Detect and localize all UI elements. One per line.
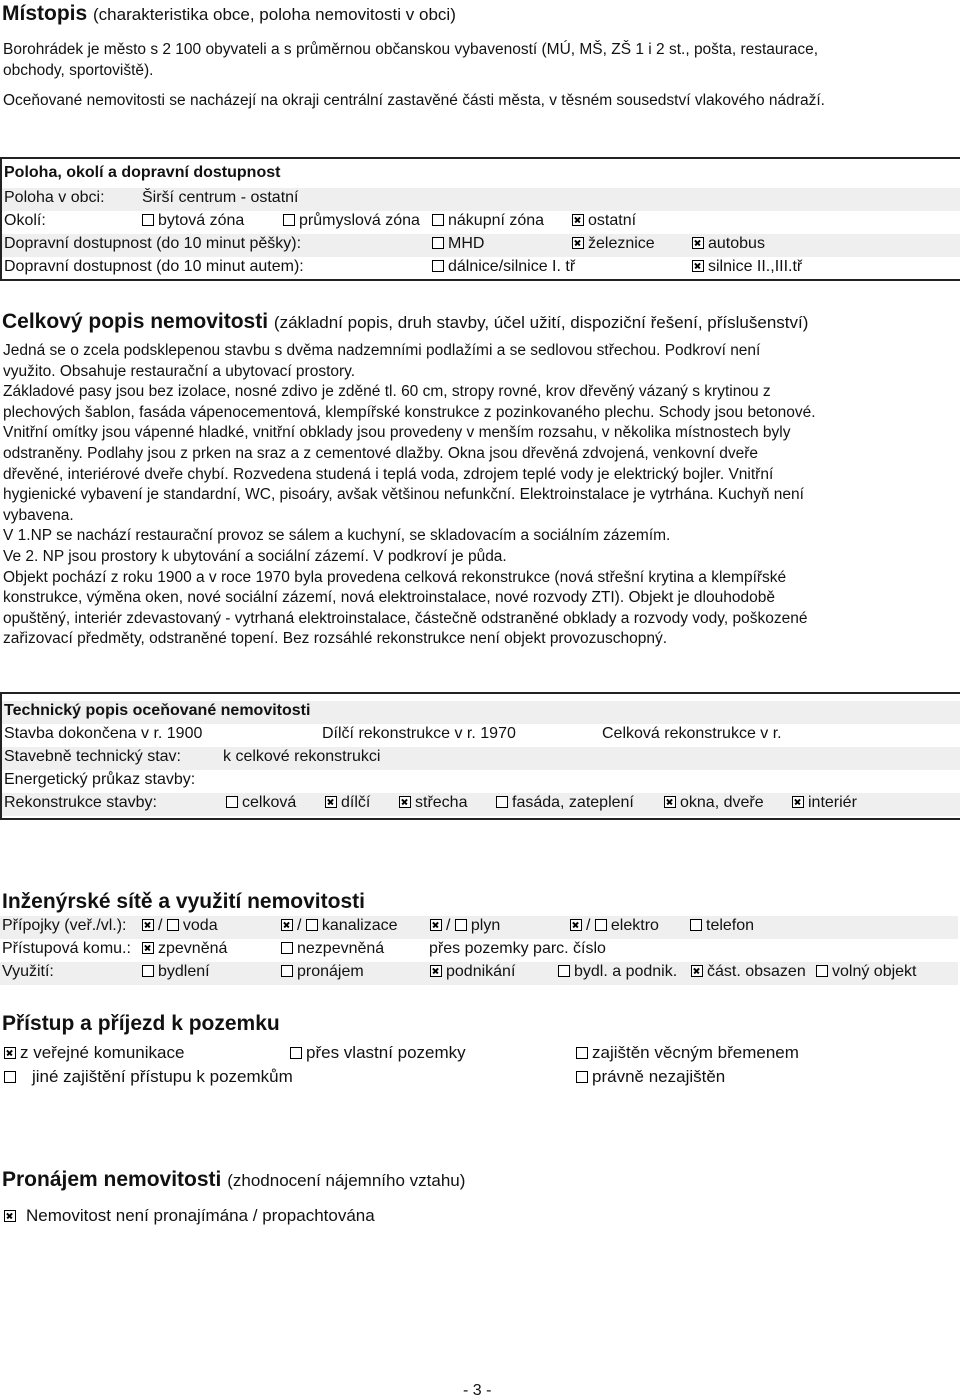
pesky-option[interactable] <box>432 235 484 253</box>
option-label: část. obsazen <box>707 963 806 980</box>
option-label: telefon <box>706 917 755 934</box>
celkovy-line: hygienické vybavení je standardní, WC, pisoáry, avšak většinou nefunkční. Elektroinstalace je vytrhána. Kuchyň není <box>3 486 804 504</box>
okoli-option[interactable] <box>432 212 544 230</box>
checkbox-icon[interactable] <box>281 942 293 954</box>
checkbox-icon[interactable] <box>816 965 828 977</box>
checked-checkbox-icon[interactable] <box>325 796 337 808</box>
mistopis-line: obchody, sportoviště). <box>3 61 154 79</box>
checkbox-icon[interactable] <box>496 796 508 808</box>
mistopis-title: Místopis <box>2 2 88 25</box>
autem-row <box>2 257 960 280</box>
option-label: zajištěn věcným břemenem <box>592 1043 799 1062</box>
poloha-title-row <box>2 163 960 186</box>
pripojka-elektro[interactable] <box>570 917 659 935</box>
celkova-rekonstrukce: Celková rekonstrukce v r. <box>602 725 782 742</box>
checked-checkbox-icon[interactable] <box>142 919 154 931</box>
rek-option[interactable] <box>664 794 764 812</box>
checkbox-icon[interactable] <box>281 965 293 977</box>
option-label: Nemovitost není pronajímána / propachtována <box>26 1206 375 1225</box>
pristup-kom-label: Přístupová komu.: <box>2 940 131 957</box>
pesky-option[interactable] <box>692 235 765 253</box>
celkovy-line: Objekt pochází z roku 1900 a v roce 1970 byla provedena celková rekonstrukce (nová střešní krytina a klempířské <box>3 568 787 586</box>
option-label: elektro <box>610 917 659 934</box>
celkovy-line: Ve 2. NP jsou prostory k ubytování a sociální zázemí. V podkroví je půda. <box>3 547 507 565</box>
site-title: Inženýrské sítě a využití nemovitosti <box>2 890 365 913</box>
checkbox-icon[interactable] <box>432 214 444 226</box>
option-label: pronájem <box>297 963 364 980</box>
energ-row <box>2 770 960 793</box>
site-table <box>0 916 958 988</box>
stavba-row <box>2 724 960 747</box>
checked-checkbox-icon[interactable] <box>399 796 411 808</box>
pripojky-label: Přípojky (veř./vl.): <box>2 917 127 934</box>
checked-checkbox-icon[interactable] <box>4 1047 16 1059</box>
rek-option[interactable] <box>496 794 634 812</box>
option-label: právně nezajištěn <box>592 1067 726 1086</box>
celkovy-line: konstrukce, výměna oken, nové sociální zázemí, nová elektroinstalace, nové rozvody ZTI). Objekt je dlouhodobě <box>3 589 775 607</box>
checked-checkbox-icon[interactable] <box>281 919 293 931</box>
checkbox-icon[interactable] <box>283 214 295 226</box>
rek-label: Rekonstrukce stavby: <box>4 794 157 811</box>
pristup-kom-row <box>0 939 958 962</box>
pripojka-kanalizace[interactable] <box>281 917 398 935</box>
autem-label: Dopravní dostupnost (do 10 minut autem): <box>4 258 304 275</box>
slash: / <box>446 917 451 934</box>
checkbox-icon[interactable] <box>290 1047 302 1059</box>
celkovy-heading <box>2 310 808 334</box>
pronajem-option[interactable] <box>4 1206 375 1226</box>
pronajem-title: Pronájem nemovitosti <box>2 1168 222 1191</box>
checkbox-icon[interactable] <box>306 919 318 931</box>
option-label: MHD <box>448 235 485 252</box>
stav-row <box>2 747 960 770</box>
mistopis-text <box>3 40 958 112</box>
option-label: fasáda, zateplení <box>512 794 634 811</box>
poloha-row <box>2 188 960 211</box>
checked-checkbox-icon[interactable] <box>142 942 154 954</box>
celkovy-line: plechových šablon, fasáda vápenocementová, klempířské konstrukce z pozinkovaného plechu. Schody jsou betonové. <box>3 403 816 421</box>
checked-checkbox-icon[interactable] <box>572 214 584 226</box>
celkovy-line: Vnitřní omítky jsou vápenné hladké, vnitřní obklady jsou provedeny v menším rozsahu, v několika místnostech byly <box>3 424 791 442</box>
option-label: kanalizace <box>321 917 398 934</box>
celkovy-line: opuštěný, interiér zdevastovaný - vytrhaná elektroinstalace, částečně odstraněné obklady a rozvody vody, poškozené <box>3 609 808 627</box>
stav-value: k celkové rekonstrukci <box>223 748 381 765</box>
option-label: bydlení <box>158 963 210 980</box>
slash: / <box>297 917 302 934</box>
option-label: bydl. a podnik. <box>574 963 678 980</box>
nezpevnena-option[interactable] <box>281 940 384 958</box>
checked-checkbox-icon[interactable] <box>692 237 704 249</box>
celkovy-title: Celkový popis nemovitosti <box>2 310 269 333</box>
checked-checkbox-icon[interactable] <box>430 919 442 931</box>
rek-option[interactable] <box>792 794 857 812</box>
poloha-title: Poloha, okolí a dopravní dostupnost <box>4 164 281 181</box>
pripojka-plyn[interactable] <box>430 917 500 935</box>
checkbox-icon[interactable] <box>690 919 702 931</box>
option-label: průmyslová zóna <box>299 212 420 229</box>
okoli-option[interactable] <box>572 212 636 230</box>
pristup-title: Přístup a příjezd k pozemku <box>2 1012 280 1035</box>
checkbox-icon[interactable] <box>4 1071 16 1083</box>
option-label: okna, dveře <box>680 794 764 811</box>
checked-checkbox-icon[interactable] <box>570 919 582 931</box>
option-label: celková <box>242 794 297 811</box>
checkbox-icon[interactable] <box>558 965 570 977</box>
pristup-option[interactable] <box>576 1067 725 1087</box>
option-label: jiné zajištění přístupu k pozemkům <box>32 1067 293 1086</box>
slash: / <box>158 917 163 934</box>
vyuziti-option[interactable] <box>558 963 677 981</box>
okoli-option[interactable] <box>283 212 420 230</box>
vyuziti-option[interactable] <box>142 963 210 981</box>
option-label: voda <box>182 917 218 934</box>
option-label: přes vlastní pozemky <box>306 1043 466 1062</box>
option-label: nákupní zóna <box>448 212 545 229</box>
celkovy-subtitle: (základní popis, druh stavby, účel užití, dispoziční řešení, příslušenství) <box>273 313 809 332</box>
checkbox-icon[interactable] <box>142 214 154 226</box>
mistopis-line: Oceňované nemovitosti se nacházejí na okraji centrální zastavěné části města, v těsném sousedství vlakového nádraží. <box>3 92 825 110</box>
poloha-label: Poloha v obci: <box>4 189 105 206</box>
stav-label: Stavebně technický stav: <box>4 748 181 765</box>
vyuziti-option[interactable] <box>691 963 806 981</box>
okoli-label: Okolí: <box>4 212 46 229</box>
pesky-label: Dopravní dostupnost (do 10 minut pěšky): <box>4 235 302 252</box>
pristup-option[interactable] <box>576 1043 799 1063</box>
option-label: autobus <box>708 235 765 252</box>
rek-option[interactable] <box>325 794 370 812</box>
vyuziti-label: Využití: <box>2 963 54 980</box>
slash: / <box>586 917 591 934</box>
vyuziti-row <box>0 962 958 985</box>
checkbox-icon[interactable] <box>432 260 444 272</box>
vyuziti-option[interactable] <box>430 963 515 981</box>
pripojka-telefon[interactable] <box>690 917 754 935</box>
celkovy-line: Základové pasy jsou bez izolace, nosné zdivo je zděné tl. 60 cm, stropy rovné, krov dřevěný vázaný s krytinou z <box>3 383 771 401</box>
option-label: nezpevněná <box>297 940 385 957</box>
pripojky-row <box>0 916 958 939</box>
rek-option[interactable] <box>399 794 467 812</box>
checkbox-icon[interactable] <box>226 796 238 808</box>
option-label: železnice <box>588 235 655 252</box>
checkbox-icon[interactable] <box>142 965 154 977</box>
vyuziti-option[interactable] <box>281 963 364 981</box>
technicky-box <box>0 692 960 820</box>
checked-checkbox-icon[interactable] <box>572 237 584 249</box>
technicky-title: Technický popis oceňované nemovitosti <box>4 702 311 719</box>
poloha-box <box>0 157 960 281</box>
autem-option[interactable] <box>692 258 802 276</box>
page-number: - 3 - <box>463 1382 492 1399</box>
checkbox-icon[interactable] <box>432 237 444 249</box>
option-label: z veřejné komunikace <box>20 1043 185 1062</box>
vyuziti-option[interactable] <box>816 963 917 981</box>
pripojka-voda[interactable] <box>142 917 218 935</box>
pesky-option[interactable] <box>572 235 655 253</box>
celkovy-text <box>3 341 947 650</box>
celkovy-line: vybavena. <box>3 506 74 524</box>
pres-pozemky: přes pozemky parc. číslo <box>429 940 606 957</box>
option-label: střecha <box>415 794 468 811</box>
pronajem-subtitle: (zhodnocení nájemního vztahu) <box>227 1171 466 1190</box>
checkbox-icon[interactable] <box>576 1047 588 1059</box>
mistopis-heading <box>2 2 456 26</box>
technicky-title-row <box>2 701 960 724</box>
checked-checkbox-icon[interactable] <box>691 965 703 977</box>
checked-checkbox-icon[interactable] <box>430 965 442 977</box>
celkovy-line: odstraněny. Podlahy jsou z prken na sraz a z cementové dlažby. Okna jsou dřevěná zdvojená, venkovní dveře <box>3 444 759 462</box>
celkovy-line: zařizovací předměty, odstraněné topení. Bez rozsáhlé rekonstrukce není objekt provozuschopný. <box>3 630 667 648</box>
dilci-rekonstrukce: Dílčí rekonstrukce v r. 1970 <box>322 725 516 742</box>
rek-row <box>2 793 960 816</box>
pristup-option[interactable] <box>4 1067 293 1087</box>
checked-checkbox-icon[interactable] <box>664 796 676 808</box>
option-label: zpevněná <box>158 940 228 957</box>
pronajem-heading <box>2 1168 465 1192</box>
energ-label: Energetický průkaz stavby: <box>4 771 196 788</box>
option-label: bytová zóna <box>158 212 245 229</box>
checked-checkbox-icon[interactable] <box>792 796 804 808</box>
option-label: plyn <box>470 917 501 934</box>
option-label: dílčí <box>341 794 371 811</box>
option-label: volný objekt <box>832 963 917 980</box>
mistopis-line: Borohrádek je město s 2 100 obyvateli a s průměrnou občanskou vybaveností (MÚ, MŠ, ZŠ 1 i 2 st., pošta, restaurace, <box>3 41 819 58</box>
pristup-option[interactable] <box>4 1043 184 1063</box>
celkovy-line: využito. Obsahuje restaurační a ubytovací prostory. <box>3 362 356 380</box>
option-label: podnikání <box>446 963 516 980</box>
checked-checkbox-icon[interactable] <box>4 1210 16 1222</box>
zpevnena-option[interactable] <box>142 940 227 958</box>
checkbox-icon[interactable] <box>595 919 607 931</box>
option-label: interiér <box>808 794 857 811</box>
stavba-dokoncena: Stavba dokončena v r. 1900 <box>4 725 203 742</box>
option-label: ostatní <box>588 212 637 229</box>
pristup-option[interactable] <box>290 1043 466 1063</box>
checked-checkbox-icon[interactable] <box>692 260 704 272</box>
rek-option[interactable] <box>226 794 296 812</box>
checkbox-icon[interactable] <box>455 919 467 931</box>
celkovy-line: dřevěné, interiérové dveře chybí. Rozvedena studená i teplá voda, zdrojem teplé vody je elektrický bojler. Vnitřní <box>3 465 774 483</box>
checkbox-icon[interactable] <box>576 1071 588 1083</box>
checkbox-icon[interactable] <box>167 919 179 931</box>
celkovy-line: V 1.NP se nachází restaurační provoz se sálem a kuchyní, se skladovacím a sociálním zázemím. <box>3 527 671 545</box>
mistopis-subtitle: (charakteristika obce, poloha nemovitosti v obci) <box>93 5 456 24</box>
celkovy-line: Jedná se o zcela podsklepenou stavbu s dvěma nadzemními podlažími a se sedlovou střechou. Podkroví není <box>3 342 761 359</box>
okoli-row <box>2 211 960 234</box>
autem-option[interactable] <box>432 258 575 276</box>
okoli-option[interactable] <box>142 212 244 230</box>
option-label: silnice II.,III.tř <box>708 258 803 275</box>
option-label: dálnice/silnice I. tř <box>448 258 576 275</box>
pesky-row <box>2 234 960 257</box>
poloha-value: Širší centrum - ostatní <box>142 189 299 206</box>
